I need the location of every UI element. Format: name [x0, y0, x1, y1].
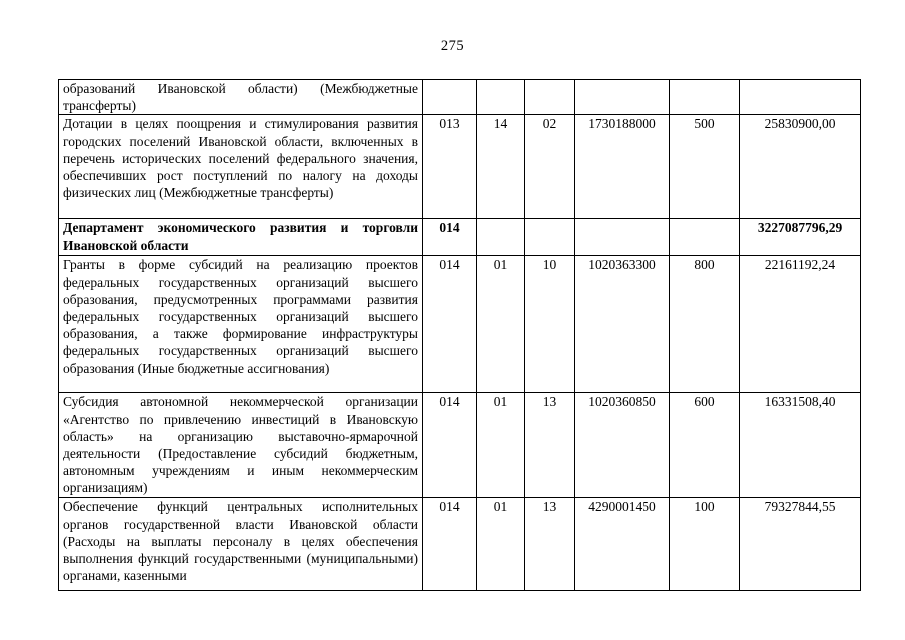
cell-amount: 25830900,00 — [740, 115, 861, 219]
table-row-department-header — [59, 219, 861, 256]
cell-expense-type: 500 — [670, 115, 740, 219]
table-row — [59, 393, 861, 498]
cell-grbs-code: 013 — [423, 115, 477, 219]
cell-amount: 79327844,55 — [740, 498, 861, 591]
cell-grbs-code — [423, 80, 477, 115]
table-row — [59, 115, 861, 219]
cell-target-article: 1730188000 — [575, 115, 670, 219]
cell-expense-type: 800 — [670, 256, 740, 393]
cell-section-code — [477, 219, 525, 256]
cell-grbs-code: 014 — [423, 498, 477, 591]
cell-target-article: 1020363300 — [575, 256, 670, 393]
cell-subsection-code: 02 — [525, 115, 575, 219]
page-number: 275 — [440, 38, 465, 54]
cell-name: Обеспечение функций центральных исполнительных органов государственной власти Ивановской области (Расходы на выплаты персоналу в целях обеспечения выполнения функций государственными (муниципальными) органами, казенными — [59, 498, 423, 591]
cell-target-article — [575, 80, 670, 115]
cell-amount — [740, 80, 861, 115]
cell-subsection-code: 13 — [525, 393, 575, 498]
cell-name: Гранты в форме субсидий на реализацию проектов федеральных государственных организаций высшего образования, предусмотренных программами развития федеральных государственных организаций высшего образования, а также формирование инфраструктуры федеральных государственных организаций высшего образования (Иные бюджетные ассигнования) — [59, 256, 423, 393]
cell-section-code — [477, 80, 525, 115]
cell-amount: 22161192,24 — [740, 256, 861, 393]
cell-name: Департамент экономического развития и торговли Ивановской области — [59, 219, 423, 256]
cell-target-article: 1020360850 — [575, 393, 670, 498]
cell-subsection-code — [525, 219, 575, 256]
cell-section-code: 01 — [477, 393, 525, 498]
cell-grbs-code: 014 — [423, 393, 477, 498]
cell-subsection-code: 13 — [525, 498, 575, 591]
cell-name: Дотации в целях поощрения и стимулирования развития городских поселений Ивановской области, включенных в перечень исторических поселений федерального значения, обеспечивших рост поступлений по налогу на доходы физических лиц (Межбюджетные трансферты) — [59, 115, 423, 219]
cell-grbs-code: 014 — [423, 219, 477, 256]
table-row — [59, 80, 861, 115]
cell-subsection-code: 10 — [525, 256, 575, 393]
cell-expense-type: 600 — [670, 393, 740, 498]
cell-section-code: 01 — [477, 256, 525, 393]
cell-section-code: 01 — [477, 498, 525, 591]
table-row — [59, 498, 861, 591]
cell-expense-type — [670, 80, 740, 115]
cell-subsection-code — [525, 80, 575, 115]
budget-table-container — [58, 79, 860, 591]
cell-expense-type — [670, 219, 740, 256]
cell-grbs-code: 014 — [423, 256, 477, 393]
cell-name: образований Ивановской области) (Межбюджетные трансферты) — [59, 80, 423, 115]
budget-expenditure-table — [58, 79, 861, 591]
table-row — [59, 256, 861, 393]
cell-target-article — [575, 219, 670, 256]
cell-name: Субсидия автономной некоммерческой организации «Агентство по привлечению инвестиций в Ивановскую область» на организацию выставочно-ярмарочной деятельности (Предоставление субсидий бюджетным, автономным учреждениям и иным некоммерческим организациям) — [59, 393, 423, 498]
cell-expense-type: 100 — [670, 498, 740, 591]
cell-target-article: 4290001450 — [575, 498, 670, 591]
cell-amount: 16331508,40 — [740, 393, 861, 498]
cell-amount: 3227087796,29 — [740, 219, 861, 256]
cell-section-code: 14 — [477, 115, 525, 219]
